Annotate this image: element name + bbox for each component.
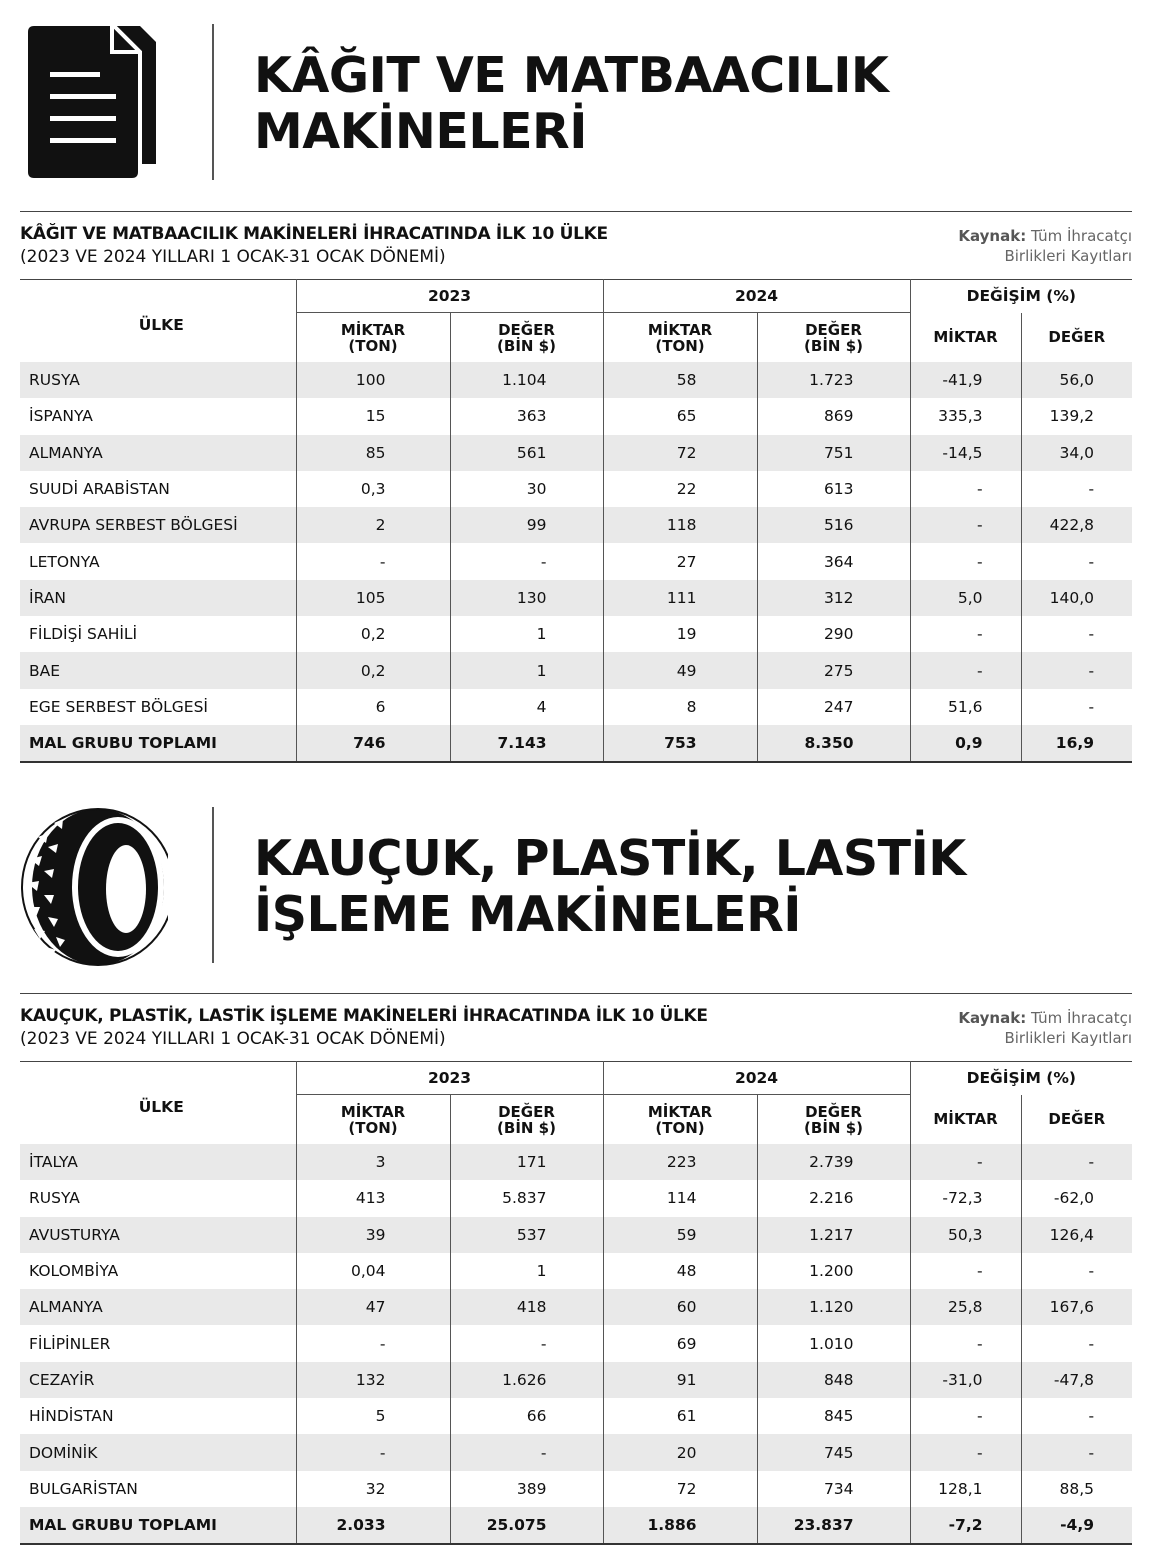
cell-miktar-2023: 32 [296,1471,450,1507]
cell-deger-2024: 8.350 [757,725,910,762]
cell-deger-2024: 247 [757,689,910,725]
table-header [20,211,1132,280]
cell-country: FİLDİŞİ SAHİLİ [29,625,138,644]
cell-miktar-2024: 223 [603,1144,757,1180]
cell-miktar-2023: 0,2 [296,616,450,652]
cell-miktar-2024: 753 [603,725,757,762]
cell-miktar-2024: 69 [603,1325,757,1361]
cell-country: BULGARİSTAN [29,1479,138,1498]
source-text: Birlikleri Kayıtları [1004,247,1132,265]
cell-miktar-2024: 118 [603,507,757,543]
cell-country: KOLOMBİYA [29,1262,119,1281]
cell-change-miktar: 51,6 [910,689,1021,725]
cell-deger-2023: 537 [450,1217,603,1253]
table-title: KÂĞIT VE MATBAACILIK MAKİNELERİ İHRACATINDA İLK 10 ÜLKE [20,224,608,244]
table-row [20,580,1132,616]
cell-change-miktar: 0,9 [910,725,1021,762]
cell-country: İTALYA [20,1144,296,1180]
cell-deger-2023: 5.837 [450,1180,603,1216]
column-header-change: DEĞİŞİM (%) [910,1062,1132,1095]
cell-miktar-2023: 746 [296,725,450,762]
table-row [20,1217,1132,1253]
cell-deger-2023: - [450,1325,603,1361]
cell-deger-2023: 1.104 [450,362,603,398]
cell-change-deger: - [1021,1253,1132,1289]
cell-deger-2024: 516 [757,507,910,543]
cell-miktar-2023: 2.033 [296,1507,450,1544]
column-header-deger: DEĞER (BİN $) [450,313,603,363]
cell-deger-2024: 312 [757,580,910,616]
cell-change-miktar: - [910,652,1021,688]
cell-change-deger: -4,9 [1021,1507,1132,1544]
cell-change-miktar: - [910,543,1021,579]
column-header-deger: DEĞER [1021,1095,1132,1145]
column-header-year: 2024 [603,280,910,313]
cell-country: SUUDİ ARABİSTAN [29,480,170,499]
table-header [20,993,1132,1062]
cell-country: RUSYA [29,1189,80,1208]
cell-miktar-2024: 72 [603,1471,757,1507]
cell-change-deger: 88,5 [1021,1471,1132,1507]
cell-deger-2024: 751 [757,435,910,471]
source-label: Kaynak: [958,227,1027,245]
table-row [20,1144,1132,1180]
table-row [20,1471,1132,1507]
table-row [20,435,1132,471]
cell-deger-2024: 2.216 [757,1180,910,1216]
column-header-miktar: MİKTAR [910,313,1021,363]
cell-deger-2024: 869 [757,398,910,434]
cell-miktar-2024: 60 [603,1289,757,1325]
cell-change-deger: - [1021,471,1132,507]
cell-change-miktar: - [910,1325,1021,1361]
cell-miktar-2023: 100 [296,362,450,398]
cell-deger-2024: 275 [757,652,910,688]
column-header-miktar: MİKTAR (TON) [296,313,450,363]
cell-miktar-2024: 1.886 [603,1507,757,1544]
cell-deger-2023: - [450,1434,603,1470]
cell-change-deger: - [1021,1434,1132,1470]
cell-miktar-2023: 15 [296,398,450,434]
cell-miktar-2023: 47 [296,1289,450,1325]
table-row [20,1325,1132,1361]
cell-change-miktar: -14,5 [910,435,1021,471]
column-header-change: DEĞİŞİM (%) [910,280,1132,313]
cell-miktar-2023: 6 [296,689,450,725]
cell-miktar-2024: 20 [603,1434,757,1470]
hero-header [0,0,1154,190]
cell-change-miktar: - [910,616,1021,652]
cell-miktar-2023: - [296,1325,450,1361]
cell-deger-2023: 4 [450,689,603,725]
cell-change-miktar: 25,8 [910,1289,1021,1325]
cell-miktar-2023: 0,04 [296,1253,450,1289]
table-row [20,1253,1132,1289]
cell-change-deger: 16,9 [1021,725,1132,762]
cell-country: ALMANYA [20,435,296,471]
cell-change-deger: 139,2 [1021,398,1132,434]
cell-deger-2024: 290 [757,616,910,652]
cell-miktar-2023: 39 [296,1217,450,1253]
cell-deger-2024: 1.723 [757,362,910,398]
cell-country: MAL GRUBU TOPLAMI [20,725,296,762]
cell-change-miktar: - [910,1144,1021,1180]
cell-change-deger: - [1021,1398,1132,1434]
source-note [958,1008,1132,1048]
cell-country: FİLİPİNLER [29,1334,111,1353]
cell-miktar-2024: 8 [603,689,757,725]
cell-deger-2023: 171 [450,1144,603,1180]
cell-miktar-2024: 48 [603,1253,757,1289]
cell-country: ALMANYA [20,1289,296,1325]
cell-miktar-2024: 91 [603,1362,757,1398]
table-row [20,471,1132,507]
table-row [20,1289,1132,1325]
cell-change-deger: -62,0 [1021,1180,1132,1216]
cell-deger-2023: 1 [450,652,603,688]
cell-country: BAE [20,652,296,688]
cell-deger-2024: 2.739 [757,1144,910,1180]
cell-change-miktar: -72,3 [910,1180,1021,1216]
cell-country: EGE SERBEST BÖLGESİ [29,697,208,716]
document-icon [20,18,180,190]
cell-country: LETONYA [29,552,100,571]
cell-miktar-2023: 132 [296,1362,450,1398]
source-text: Tüm İhracatçı [1030,227,1132,245]
cell-miktar-2023: 0,2 [296,652,450,688]
cell-miktar-2023: 413 [296,1180,450,1216]
cell-country: CEZAYİR [20,1362,296,1398]
cell-deger-2024: 848 [757,1362,910,1398]
cell-country: RUSYA [20,362,296,398]
source-text: Tüm İhracatçı [1030,1009,1132,1027]
cell-deger-2024: 613 [757,471,910,507]
cell-miktar-2024: 22 [603,471,757,507]
column-header-year: 2023 [296,1062,603,1095]
cell-change-deger: 140,0 [1021,580,1132,616]
column-header-miktar: MİKTAR (TON) [603,313,757,363]
cell-deger-2023: 389 [450,1471,603,1507]
cell-deger-2023: 1.626 [450,1362,603,1398]
column-header-deger: DEĞER (BİN $) [757,313,910,363]
cell-miktar-2023: 85 [296,435,450,471]
source-note [958,226,1132,266]
table-subtitle: (2023 VE 2024 YILLARI 1 OCAK-31 OCAK DÖNEMİ) [20,247,446,267]
cell-change-deger: 126,4 [1021,1217,1132,1253]
cell-deger-2024: 1.217 [757,1217,910,1253]
cell-change-miktar: -41,9 [910,362,1021,398]
cell-miktar-2023: - [296,543,450,579]
column-header-year: 2024 [603,1062,910,1095]
tire-icon [18,807,178,979]
page-title: KAUÇUK, PLASTİK, LASTİK İŞLEME MAKİNELERİ [254,830,966,943]
source-label: Kaynak: [958,1009,1027,1027]
cell-miktar-2024: 65 [603,398,757,434]
table-title: KAUÇUK, PLASTİK, LASTİK İŞLEME MAKİNELERİ İHRACATINDA İLK 10 ÜLKE [20,1006,708,1026]
cell-miktar-2024: 61 [603,1398,757,1434]
cell-miktar-2024: 19 [603,616,757,652]
column-header-country: ÜLKE [138,316,184,334]
cell-change-deger: 56,0 [1021,362,1132,398]
cell-deger-2023: 418 [450,1289,603,1325]
column-header-year: 2023 [296,280,603,313]
cell-miktar-2024: 27 [603,543,757,579]
divider [212,24,214,180]
table-row [20,362,1132,398]
export-table [20,279,1132,763]
cell-deger-2023: 561 [450,435,603,471]
table-row [20,616,1132,652]
cell-change-miktar: - [910,1253,1021,1289]
table-row [20,398,1132,434]
total-row [20,1507,1132,1544]
cell-change-deger: - [1021,1325,1132,1361]
cell-country: AVRUPA SERBEST BÖLGESİ [20,507,296,543]
cell-deger-2023: 1 [450,1253,603,1289]
cell-miktar-2024: 58 [603,362,757,398]
cell-deger-2024: 1.120 [757,1289,910,1325]
divider [212,807,214,963]
cell-country: MAL GRUBU TOPLAMI [20,1507,296,1544]
cell-miktar-2024: 114 [603,1180,757,1216]
cell-deger-2023: 30 [450,471,603,507]
cell-country: HİNDİSTAN [29,1407,114,1426]
cell-country: AVUSTURYA [20,1217,296,1253]
cell-deger-2023: 66 [450,1398,603,1434]
column-header-deger: DEĞER (BİN $) [757,1095,910,1145]
table-row [20,1434,1132,1470]
cell-deger-2023: 130 [450,580,603,616]
cell-miktar-2023: 0,3 [296,471,450,507]
cell-deger-2023: 99 [450,507,603,543]
cell-deger-2024: 364 [757,543,910,579]
cell-country: İRAN [20,580,296,616]
cell-deger-2023: - [450,543,603,579]
cell-change-miktar: - [910,1434,1021,1470]
cell-miktar-2024: 59 [603,1217,757,1253]
cell-miktar-2024: 72 [603,435,757,471]
cell-deger-2023: 25.075 [450,1507,603,1544]
cell-deger-2023: 7.143 [450,725,603,762]
table-row [20,1398,1132,1434]
cell-change-deger: - [1021,616,1132,652]
cell-miktar-2023: 105 [296,580,450,616]
cell-deger-2024: 1.010 [757,1325,910,1361]
cell-miktar-2024: 111 [603,580,757,616]
cell-country: İSPANYA [29,407,93,426]
cell-change-miktar: - [910,471,1021,507]
column-header-deger: DEĞER (BİN $) [450,1095,603,1145]
column-header-deger: DEĞER [1021,313,1132,363]
cell-deger-2024: 1.200 [757,1253,910,1289]
table-row [20,1362,1132,1398]
column-header-miktar: MİKTAR [910,1095,1021,1145]
export-table [20,1061,1132,1545]
cell-miktar-2023: 5 [296,1398,450,1434]
cell-change-miktar: - [910,1398,1021,1434]
table-row [20,652,1132,688]
column-header-miktar: MİKTAR (TON) [296,1095,450,1145]
cell-deger-2023: 1 [450,616,603,652]
page-title: KÂĞIT VE MATBAACILIK MAKİNELERİ [254,47,889,160]
cell-miktar-2023: - [296,1434,450,1470]
column-header-country: ÜLKE [138,1098,184,1116]
cell-change-miktar: -7,2 [910,1507,1021,1544]
column-header-miktar: MİKTAR (TON) [603,1095,757,1145]
cell-change-miktar: 50,3 [910,1217,1021,1253]
cell-change-deger: - [1021,1144,1132,1180]
cell-change-deger: -47,8 [1021,1362,1132,1398]
total-row [20,725,1132,762]
cell-change-deger: - [1021,689,1132,725]
cell-deger-2023: 363 [450,398,603,434]
cell-deger-2024: 23.837 [757,1507,910,1544]
table-row [20,689,1132,725]
cell-deger-2024: 745 [757,1434,910,1470]
cell-deger-2024: 734 [757,1471,910,1507]
source-text: Birlikleri Kayıtları [1004,1029,1132,1047]
cell-change-deger: 34,0 [1021,435,1132,471]
cell-change-deger: 167,6 [1021,1289,1132,1325]
cell-miktar-2023: 2 [296,507,450,543]
cell-change-miktar: - [910,507,1021,543]
cell-change-deger: - [1021,543,1132,579]
cell-change-miktar: 128,1 [910,1471,1021,1507]
cell-change-miktar: 5,0 [910,580,1021,616]
cell-miktar-2023: 3 [296,1144,450,1180]
cell-miktar-2024: 49 [603,652,757,688]
table-row [20,1180,1132,1216]
cell-country: DOMİNİK [20,1434,296,1470]
cell-change-miktar: -31,0 [910,1362,1021,1398]
cell-deger-2024: 845 [757,1398,910,1434]
table-row [20,507,1132,543]
cell-change-deger: - [1021,652,1132,688]
table-subtitle: (2023 VE 2024 YILLARI 1 OCAK-31 OCAK DÖNEMİ) [20,1029,446,1049]
hero-header [0,783,1154,973]
table-row [20,543,1132,579]
cell-change-miktar: 335,3 [910,398,1021,434]
cell-change-deger: 422,8 [1021,507,1132,543]
